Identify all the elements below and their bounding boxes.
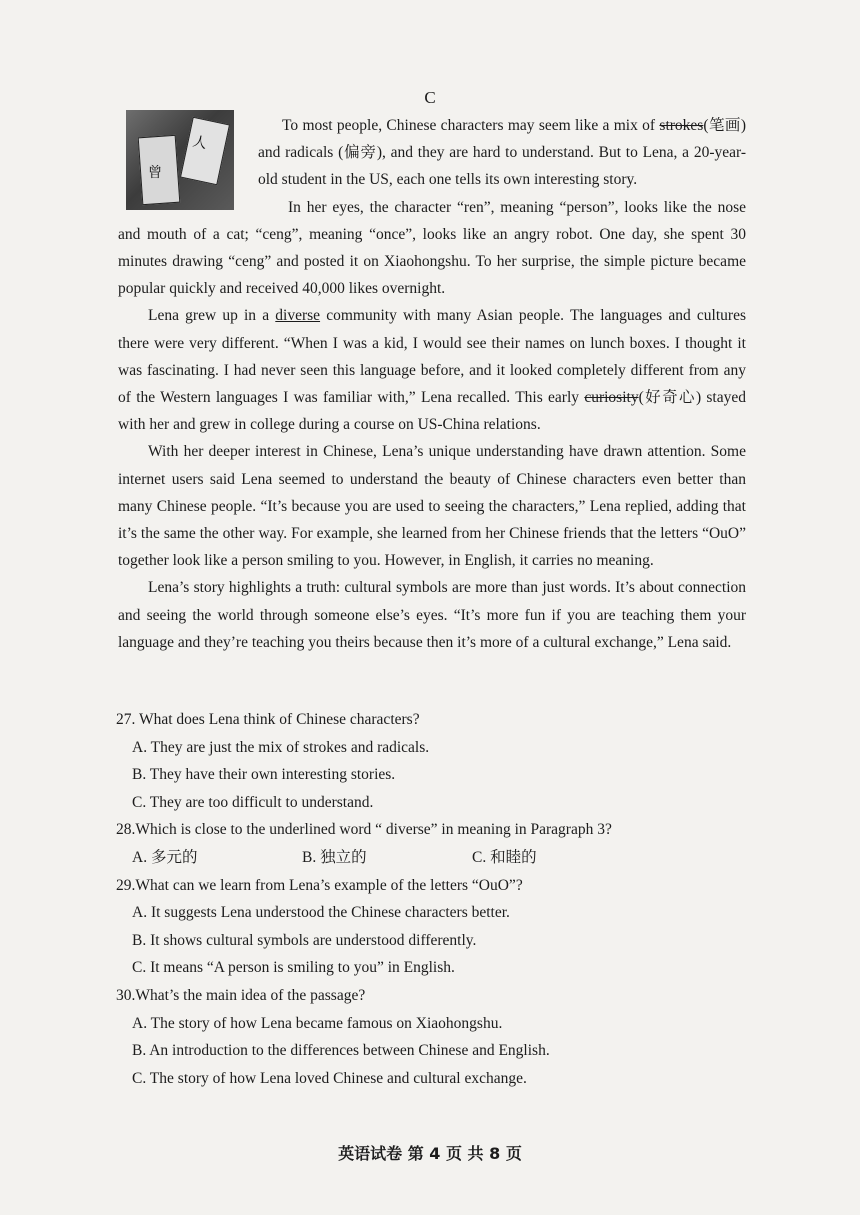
option-28a: A. 多元的 <box>132 848 198 866</box>
paragraph-2: In her eyes, the character “ren”, meaning “person”, looks like the nose and mouth of a cat; “ceng”, meaning “once”, looks like an angry robot. One day, she spent 30 minutes drawing “ceng” and posted it on Xiaohongshu. To her surprise, the simple picture became popular quickly and received 40,000 likes overnight. <box>118 198 746 298</box>
option-30a: A. The story of how Lena became famous on Xiaohongshu. <box>132 1014 503 1032</box>
reading-passage <box>118 112 746 656</box>
option-27a: A. They are just the mix of strokes and radicals. <box>132 738 430 756</box>
underlined-word-diverse: diverse <box>275 307 321 325</box>
paragraph-4: With her deeper interest in Chinese, Lena’s unique understanding have drawn attention. Some internet users said Lena seemed to understand the beauty of Chinese characters even better than many Chinese people. “It’s because you are used to seeing the characters,” Lena replied, adding that it’s the same the other way. For example, she learned from her Chinese friends that the letters “OuO” together look like a person smiling to you. However, in English, it carries no meaning. <box>118 443 746 570</box>
option-30c: C. The story of how Lena loved Chinese and cultural exchange. <box>132 1069 527 1087</box>
page-footer: 英语试卷 第 4 页 共 8 页 <box>338 1144 522 1163</box>
option-27c: C. They are too difficult to understand. <box>132 793 374 811</box>
word-curiosity: curiosity <box>584 389 639 407</box>
section-letter: C <box>424 88 436 107</box>
option-29c: C. It means “A person is smiling to you” in English. <box>132 959 455 977</box>
paragraph-5: Lena’s story highlights a truth: cultural symbols are more than just words. It’s about connection and seeing the world through someone else’s eyes. “It’s more fun if you are teaching them your language and they’re teaching you theirs because then it’s more of a cultural exchange,” Lena said. <box>118 579 746 651</box>
option-28c: C. 和睦的 <box>472 848 537 866</box>
word-strokes: strokes <box>659 117 704 134</box>
question-27: 27. What does Lena think of Chinese characters? <box>116 711 420 728</box>
paragraph-3: Lena grew up in a diverse community with many Asian people. The languages and cultures there were very different. “When I was a kid, I would see their names on lunch boxes. I thought it was fascinating. I had never seen this language before, and it looked completely different from any of the Western languages I was familiar with,” Lena recalled. This early curiosity(好奇心) stayed with her and grew in college during a course on US-China relations. <box>118 307 746 434</box>
option-27b: B. They have their own interesting stories. <box>132 766 396 784</box>
option-29a: A. It suggests Lena understood the Chinese characters better. <box>132 904 510 922</box>
paragraph-1: To most people, Chinese characters may seem like a mix of strokes(笔画) and radicals (偏旁), and they are hard to understand. But to Lena, a 20-year-old student in the US, each one tells its own interesting story. <box>258 117 746 189</box>
option-28b: B. 独立的 <box>302 848 367 866</box>
question-29: 29.What can we learn from Lena’s example of the letters “OuO”? <box>116 876 523 894</box>
question-28: 28.Which is close to the underlined word “ diverse” in meaning in Paragraph 3? <box>116 821 612 839</box>
question-30: 30.What’s the main idea of the passage? <box>116 986 366 1004</box>
photo-glyph-ren: 人 <box>191 133 209 153</box>
question-list <box>116 706 756 1092</box>
photo-glyph-ceng: 曾 <box>148 165 162 181</box>
options-28 <box>132 844 756 872</box>
option-30b: B. An introduction to the differences between Chinese and English. <box>132 1042 550 1060</box>
option-29b: B. It shows cultural symbols are understood differently. <box>132 931 477 949</box>
